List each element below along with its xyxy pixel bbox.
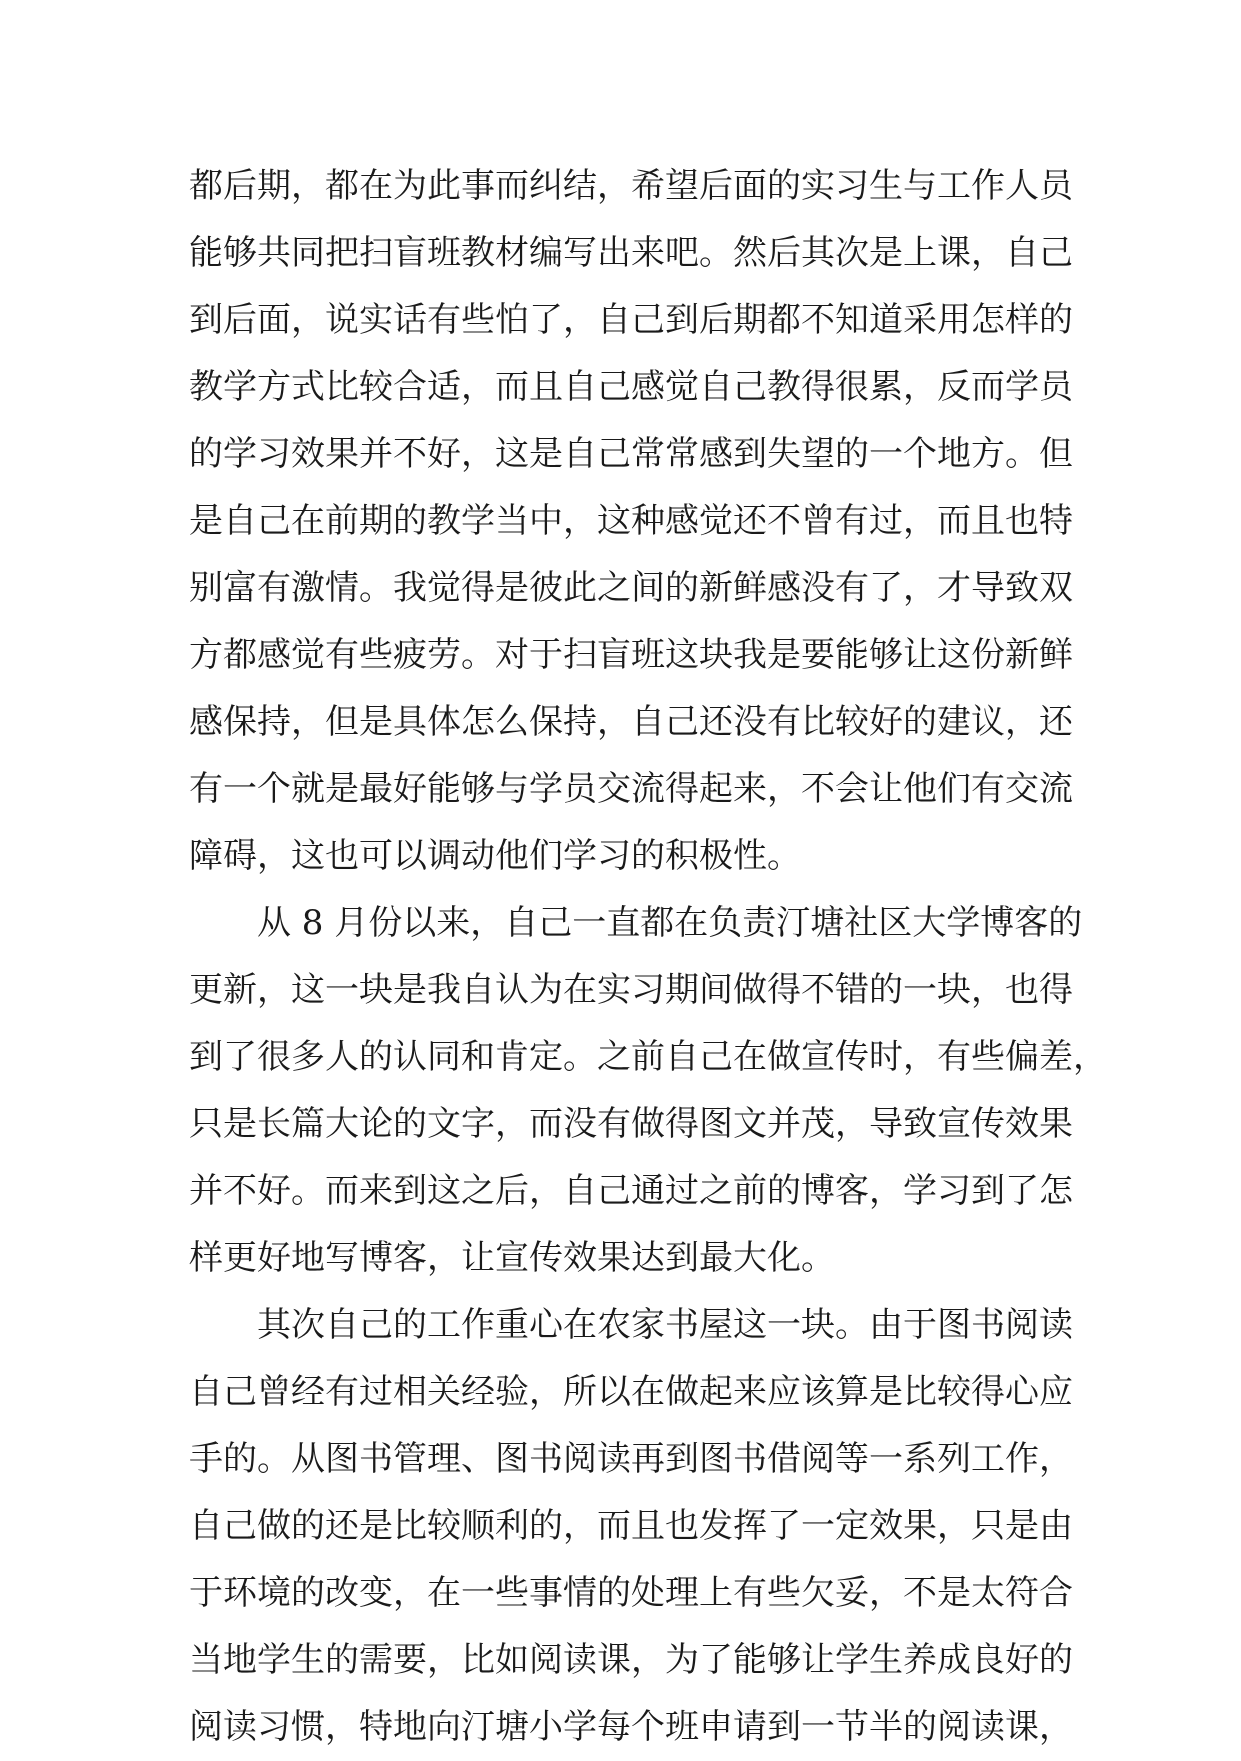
text-line: 是自己在前期的教学当中，这种感觉还不曾有过，而且也特 (189, 501, 1073, 541)
text-line: 感保持，但是具体怎么保持，自己还没有比较好的建议，还 (189, 702, 1073, 742)
text-line: 其次自己的工作重心在农家书屋这一块。由于图书阅读 (257, 1305, 1073, 1345)
text-line: 到了很多人的认同和肯定。之前自己在做宣传时，有些偏差， (189, 1037, 1107, 1077)
text-line: 自己做的还是比较顺利的，而且也发挥了一定效果，只是由 (189, 1506, 1073, 1546)
text-line: 当地学生的需要，比如阅读课，为了能够让学生养成良好的 (189, 1640, 1073, 1680)
paragraph (189, 1292, 1073, 1761)
text-line: 别富有激情。我觉得是彼此之间的新鲜感没有了，才导致双 (189, 568, 1073, 608)
text-line: 能够共同把扫盲班教材编写出来吧。然后其次是上课，自己 (189, 233, 1073, 273)
text-line: 方都感觉有些疲劳。对于扫盲班这块我是要能够让这份新鲜 (189, 635, 1073, 675)
text-line: 并不好。而来到这之后，自己通过之前的博客，学习到了怎 (189, 1171, 1073, 1211)
text-line: 手的。从图书管理、图书阅读再到图书借阅等一系列工作， (189, 1439, 1073, 1479)
text-line: 样更好地写博客，让宣传效果达到最大化。 (189, 1238, 835, 1278)
text-line: 从 8 月份以来，自己一直都在负责汀塘社区大学博客的 (257, 903, 1083, 943)
text-line: 于环境的改变，在一些事情的处理上有些欠妥，不是太符合 (189, 1573, 1073, 1613)
text-line: 有一个就是最好能够与学员交流得起来，不会让他们有交流 (189, 769, 1073, 809)
text-line: 都后期，都在为此事而纠结，希望后面的实习生与工作人员 (189, 166, 1073, 206)
text-line: 障碍，这也可以调动他们学习的积极性。 (189, 836, 801, 876)
text-line: 的学习效果并不好，这是自己常常感到失望的一个地方。但 (189, 434, 1073, 474)
text-line: 只是长篇大论的文字，而没有做得图文并茂，导致宣传效果 (189, 1104, 1073, 1144)
text-line: 自己曾经有过相关经验，所以在做起来应该算是比较得心应 (189, 1372, 1073, 1412)
paragraph (189, 153, 1073, 890)
text-line: 更新，这一块是我自认为在实习期间做得不错的一块，也得 (189, 970, 1073, 1010)
text-line: 到后面，说实话有些怕了，自己到后期都不知道采用怎样的 (189, 300, 1073, 340)
document-body (189, 153, 1107, 1761)
paragraph (189, 890, 1107, 1292)
text-line: 阅读习惯，特地向汀塘小学每个班申请到一节半的阅读课， (189, 1707, 1073, 1747)
text-line: 教学方式比较合适，而且自己感觉自己教得很累，反而学员 (189, 367, 1073, 407)
